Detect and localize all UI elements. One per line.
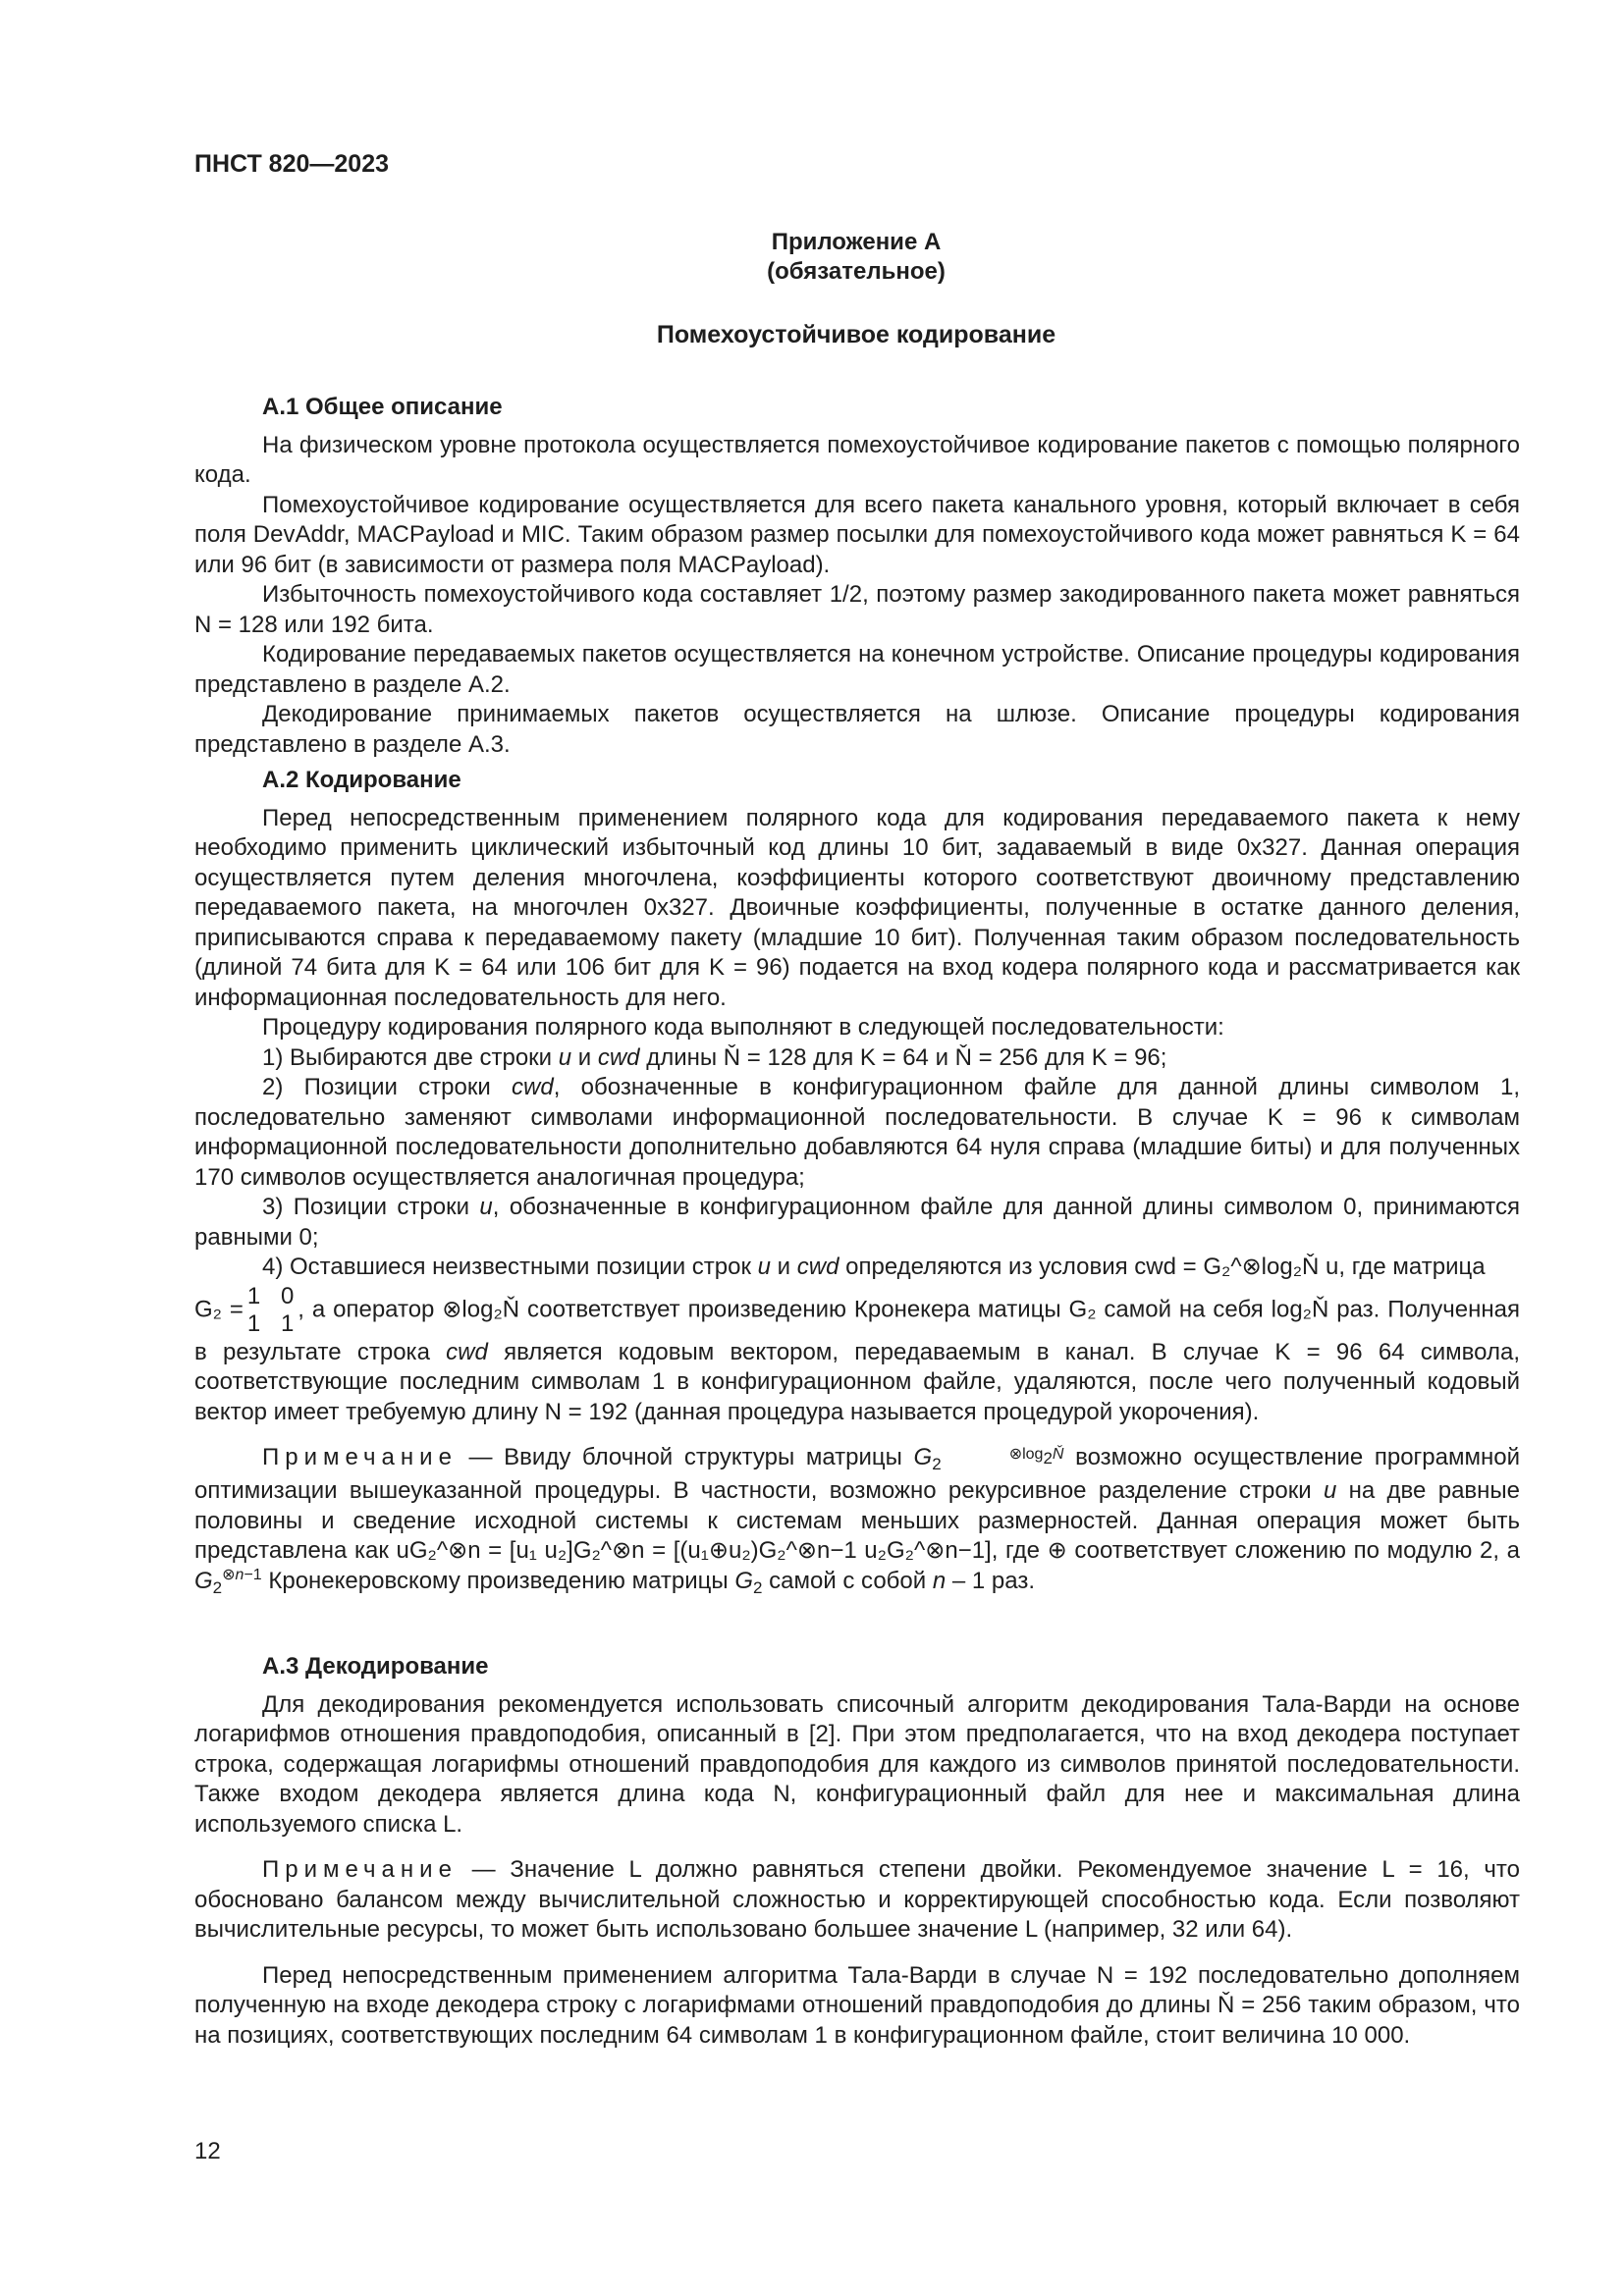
formula-cwd: cwd = G₂^⊗log₂Ň u: [1134, 1254, 1339, 1280]
paragraph: Помехоустойчивое кодирование осуществляется для всего пакета канального уровня, который включает в себя поля DevAddr, MACPayload и MIC. Таким образом размер посылки для помехоустойчивого кода может равняться K = 64 или 96 бит (в зависимости от размера поля MACPayload).: [194, 491, 1520, 578]
paragraph: Для декодирования рекомендуется использовать списочный алгоритм декодирования Тала-Варди на основе логарифмов отношения правдоподобия, описанный в [2]. При этом предполагается, что на вход декодера поступает строка, содержащая логарифмы отношений правдоподобия для каждого из символов принятой последовательности. Также входом декодера является длина кода N, конфигурационный файл для нее и максимальная длина используемого списка L.: [194, 1690, 1520, 1838]
section-a3: [194, 1652, 1520, 2051]
section-a2: [194, 766, 1520, 1596]
note: Примечание — Значение L должно равняться степени двойки. Рекомендуемое значение L = 16, что обосновано балансом между вычислительной сложностью и корректирующей способностью кода. Если позволяют вычислительные ресурсы, то может быть использовано большее значение L (например, 32 или 64).: [194, 1856, 1520, 1943]
annex-status: (обязательное): [767, 258, 946, 285]
paragraph: Декодирование принимаемых пакетов осуществляется на шлюзе. Описание процедуры кодирования представлено в разделе А.3.: [194, 701, 1520, 758]
section-a3-heading: А.3 Декодирование: [262, 1653, 489, 1680]
step-2: 2) Позиции строки cwd, обозначенные в конфигурационном файле для данной длины символом 1, последовательно заменяют символами информационной последовательности. В случае K = 96 к символам информационной последовательности дополнительно добавляются 64 нуля справа (младшие биты) и для полученных 170 символов осуществляется аналогичная процедура;: [194, 1074, 1520, 1191]
paragraph: На физическом уровне протокола осуществляется помехоустойчивое кодирование пакетов с помощью полярного кода.: [194, 431, 1520, 488]
step-3: 3) Позиции строки u, обозначенные в конфигурационном файле для данной длины символом 0, принимаются равными 0;: [194, 1194, 1521, 1251]
section-a2-heading: А.2 Кодирование: [262, 767, 461, 793]
section-a1-heading: А.1 Общее описание: [262, 394, 503, 420]
formula-g2: G₂ =: [194, 1295, 244, 1322]
step-4-matrix: G₂ = 1 0 1 1 , а оператор ⊗log₂Ň соответствует произведению Кронекера матицы G₂ самой на себя log₂Ň раз. Полученная в результате строка cwd является кодовым вектором, передаваемым в канал. В случае K = 96 64 символа, соответствующие последним символам 1 в конфигурационном файле, удаляются, после чего полученный кодовый вектор имеет требуемую длину N = 192 (данная процедура называется процедурой укорочения).: [194, 1282, 1521, 1425]
page-number: 12: [194, 2138, 221, 2164]
section-a1: [194, 393, 1520, 760]
standard-id: ПНСТ 820—2023: [194, 150, 389, 178]
paragraph: Избыточность помехоустойчивого кода составляет 1/2, поэтому размер закодированного пакета может равняться N = 128 или 192 бита.: [194, 581, 1520, 638]
matrix-g2: 1 0 1 1: [246, 1282, 295, 1337]
annex-title: Приложение А: [771, 229, 942, 255]
annex-name: Помехоустойчивое кодирование: [656, 321, 1056, 348]
step-1: 1) Выбираются две строки u и cwd длины Ň = 128 для K = 64 и Ň = 256 для K = 96;: [262, 1043, 1167, 1071]
paragraph: Перед непосредственным применением полярного кода для кодирования передаваемого пакета к нему необходимо применить циклический избыточный код длины 10 бит, задаваемый в виде 0x327. Данная операция осуществляется путем деления многочлена, коэффициенты которого соответствуют двоичному представлению передаваемого пакета, на многочлен 0x327. Двоичные коэффициенты, полученные в остатке данного деления, приписываются справа к передаваемому пакету (младшие 10 бит). Полученная таким образом последовательность (длиной 74 бита для K = 64 или 106 бит для K = 96) подается на вход кодера полярного кода и рассматривается как информационная последовательность для него.: [194, 804, 1520, 1011]
formula-decomposition: uG₂^⊗n = [u₁ u₂]G₂^⊗n = [(u₁⊕u₂)G₂^⊗n−1 u₂G₂^⊗n−1]: [396, 1537, 992, 1564]
step-4: 4) Оставшиеся неизвестными позиции строк u и cwd определяются из условия cwd = G₂^⊗log₂Ň u, где матрица: [262, 1254, 1486, 1280]
paragraph: Перед непосредственным применением алгоритма Тала-Варди в случае N = 192 последовательно дополняем полученную на входе декодера строку с логарифмами отношений правдоподобия до длины Ň = 256 таким образом, что на позициях, соответствующих последним 64 символам 1 в конфигурационном файле, стоит величина 10 000.: [194, 1961, 1520, 2049]
paragraph: Процедуру кодирования полярного кода выполняют в следующей последовательности:: [262, 1014, 1224, 1041]
paragraph: Кодирование передаваемых пакетов осуществляется на конечном устройстве. Описание процедуры кодирования представлено в разделе А.2.: [194, 641, 1520, 698]
note: Примечание — Ввиду блочной структуры матрицы $G_2$ $\otimes\log_2Ň$ возможно осуществление программной оптимизации вышеуказанной процедуры. В частности, возможно рекурсивное разделение строки u на две равные половины и сведение исходной системы к системам меньших размерностей. Данная операция может быть представлена как uG₂^⊗n = [u₁ u₂]G₂^⊗n = [(u₁⊕u₂)G₂^⊗n−1 u₂G₂^⊗n−1], где ⊕ соответствует сложению по модулю 2, а $G_2^{\otimes n-1}$ Кронекеровскому произведению матрицы $G_2$ самой с собой n – 1 раз.: [194, 1444, 1521, 1597]
